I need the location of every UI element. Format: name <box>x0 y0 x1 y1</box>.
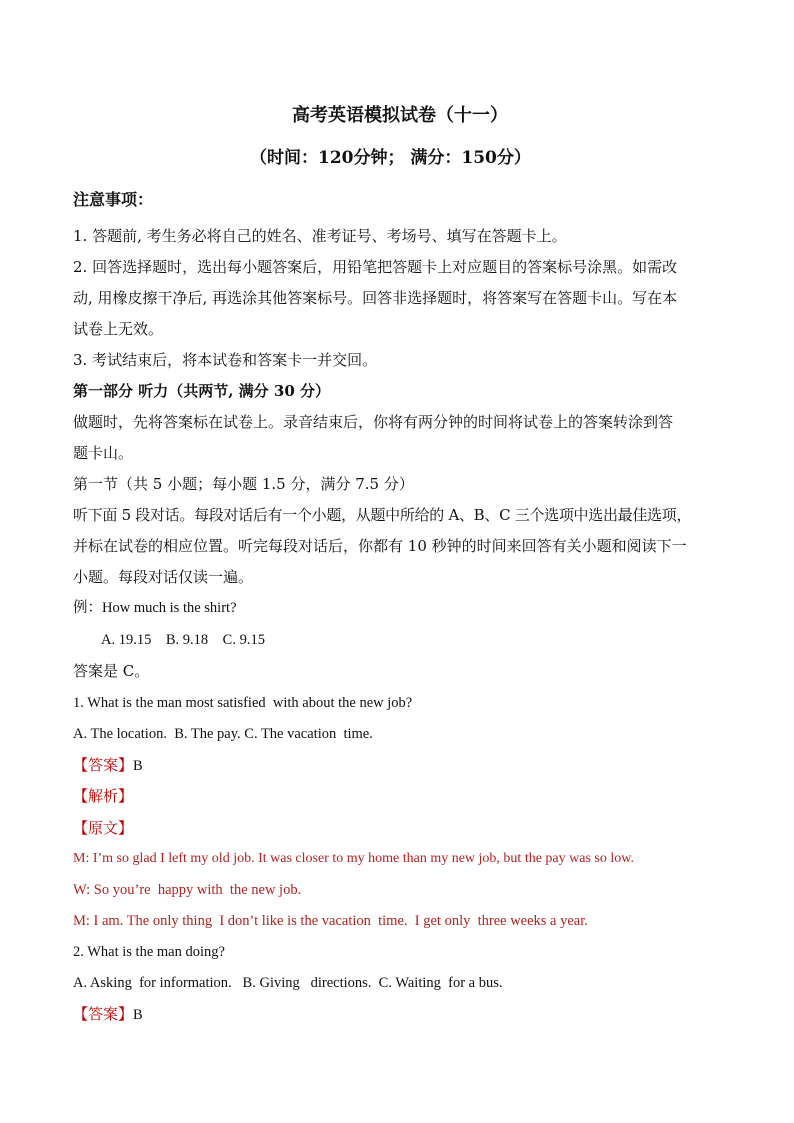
section1-instruction-line-2: 并标在试卷的相应位置。听完每段对话后，你都有 10 秒钟的时间来回答有关小题和阅读下一 <box>73 537 687 555</box>
section1-instruction-line-1: 听下面 5 段对话。每段对话后有一个小题，从题中所给的 A、B、C 三个选项中选出最佳选项， <box>73 506 692 524</box>
answer-tag: 【答案】 <box>73 1005 134 1023</box>
question-2: 2. What is the man doing? <box>73 944 225 960</box>
notice-item-2-line-2: 动, 用橡皮擦干净后, 再选涂其他答案标号。回答非选择题时，将答案写在答题卡山。写在本 <box>73 289 678 307</box>
notice-item-2-line-1: 2. 回答选择题时，选出每小题答案后，用铅笔把答题卡上对应题目的答案标号涂黑。如需改 <box>73 258 678 276</box>
answer-value: B <box>133 758 143 774</box>
transcript-line: M: I am. The only thing I don’t like is the vacation time. I get only three weeks a year. <box>73 913 588 929</box>
notice-item-3: 3. 考试结束后，将本试卷和答案卡一并交回。 <box>73 351 378 369</box>
transcript-line: M: I’m so glad I left my old job. It was closer to my home than my new job, but the pay was so low. <box>73 851 634 866</box>
question-1: 1. What is the man most satisfied with about the new job? <box>73 695 413 711</box>
notice-item-1: 1. 答题前, 考生务必将自己的姓名、准考证号、考场号、填写在答题卡上。 <box>73 227 567 245</box>
page-title: 高考英语模拟试卷（十一） <box>292 105 508 126</box>
transcript-line: W: So you’re happy with the new job. <box>73 882 302 898</box>
section1-heading: 第一节（共 5 小题；每小题 1.5 分，满分 7.5 分） <box>73 475 414 493</box>
example-options: A. 19.15 B. 9.18 C. 9.15 <box>101 632 265 648</box>
question-1-analysis-tag: 【解析】 <box>73 787 134 805</box>
answer-value: B <box>133 1007 143 1023</box>
answer-tag: 【答案】 <box>73 756 134 774</box>
example-answer: 答案是 C。 <box>73 662 150 680</box>
notice-item-2-line-3: 试卷上无效。 <box>73 320 164 338</box>
section1-instruction-line-3: 小题。每段对话仅读一遍。 <box>73 568 254 586</box>
question-1-answer <box>73 755 143 776</box>
question-2-options: A. Asking for information. B. Giving directions. C. Waiting for a bus. <box>73 975 503 991</box>
part1-instruction-line-2: 题卡山。 <box>73 444 134 462</box>
example-question: 例：How much is the shirt? <box>73 600 237 616</box>
question-1-transcript-tag: 【原文】 <box>73 819 134 837</box>
question-1-options: A. The location. B. The pay. C. The vacation time. <box>73 726 373 742</box>
part1-heading: 第一部分 听力（共两节, 满分 30 分） <box>73 382 330 400</box>
part1-instruction-line-1: 做题时，先将答案标在试卷上。录音结束后，你将有两分钟的时间将试卷上的答案转涂到答 <box>73 413 674 431</box>
question-2-answer <box>73 1004 143 1025</box>
notice-heading: 注意事项： <box>73 190 154 209</box>
page-subtitle: （时间：120分钟； 满分：150分） <box>250 148 531 168</box>
